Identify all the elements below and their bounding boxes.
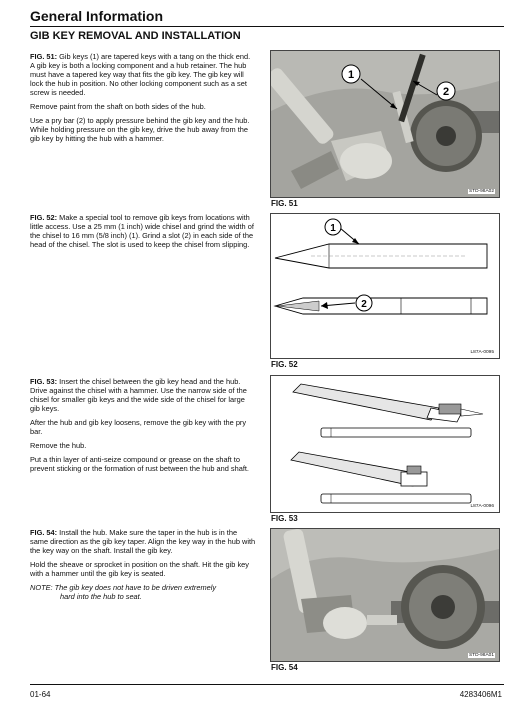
fig51-paragraph-1: FIG. 51: Gib keys (1) are tapered keys with a tang on the thick end. A gib key is both a locking component and a hub retainer. The hub must have a tapered key way that fits the gib key. The gib key will lock the hub in position. No other locking component such as a set screw is needed. (30, 52, 251, 97)
fig52-text-label: FIG. 52: (30, 213, 58, 222)
fig51-text-block (30, 52, 256, 148)
fig51-text-label: FIG. 51: (30, 52, 58, 61)
fig51-code: STD-98A02 (468, 189, 494, 194)
fig54-paragraph-1: FIG. 54: Install the hub. Make sure the taper in the hub is in the same direction as the gib key taper. Align the key way in the hub with the key way on the shaft. Install the gib key. (30, 528, 256, 555)
fig51-photo (270, 50, 500, 198)
fig54-code: STD-98A01 (468, 653, 494, 658)
fig52-text-block (30, 213, 256, 254)
fig51-caption: FIG. 51 (271, 199, 298, 208)
fig54-caption: FIG. 54 (271, 663, 298, 672)
fig51-paragraph-2: Remove paint from the shaft on both sides of the hub. (30, 102, 206, 111)
fig53-illustration (271, 376, 499, 512)
fig52-drawing (270, 213, 500, 359)
fig51-callout-1: 1 (347, 69, 355, 81)
fig53-text-label: FIG. 53: (30, 377, 58, 386)
fig52-callout-1: 1 (330, 223, 336, 234)
note-label: NOTE: (30, 583, 53, 592)
fig53-paragraph-1: FIG. 53: Insert the chisel between the gib key head and the hub. Drive against the chisel with a hammer. Use the narrow side of the chisel for smaller gib keys and the wide side of the chisel for large gib keys. (30, 377, 247, 413)
fig52-caption: FIG. 52 (271, 360, 298, 369)
fig52-paragraph-1: FIG. 52: Make a special tool to remove gib keys from locations with little access. Use a 25 mm (1 inch) wide chisel and grind the width of the chisel to 16 mm (5/8 inch) (1). Grind a slot (2) in each side of the head of the chisel. The slot is used to keep the chisel from slipping. (30, 213, 254, 249)
footer-page-number: 01-64 (30, 690, 51, 699)
fig54-text-block (30, 528, 256, 606)
fig52-callout-2: 2 (361, 299, 367, 310)
section-title: GIB KEY REMOVAL AND INSTALLATION (30, 30, 241, 42)
fig54-paragraph-2: Hold the sheave or sprocket in position on the shaft. Hit the gib key with a hammer until the gib key is seated. (30, 560, 249, 578)
fig54-note: NOTE: The gib key does not have to be driven extremely hard into the hub to seat. (30, 583, 217, 601)
fig52-illustration (271, 214, 499, 358)
fig52-code: L87A-0095 (470, 350, 494, 355)
fig53-paragraph-2: After the hub and gib key loosens, remove the gib key with the pry bar. (30, 418, 247, 436)
fig51-callout-2: 2 (442, 86, 450, 98)
fig54-text-label: FIG. 54: (30, 528, 58, 537)
header-rule (30, 26, 504, 27)
fig53-caption: FIG. 53 (271, 514, 298, 523)
fig53-text-block (30, 377, 256, 478)
footer-doc-number: 4283406M1 (459, 690, 502, 699)
fig53-drawing (270, 375, 500, 513)
page-header-title: General Information (30, 8, 164, 24)
fig53-paragraph-4: Put a thin layer of anti-seize compound or grease on the shaft to prevent sticking or the formation of rust between the hub and shaft. (30, 455, 249, 473)
fig54-illustration (271, 529, 499, 661)
fig54-photo (270, 528, 500, 662)
fig53-code: L87A-0096 (470, 504, 494, 509)
fig51-paragraph-3: Use a pry bar (2) to apply pressure behind the gib key and the hub. While holding pressure on the gib key, drive the hub away from the gib key by hitting the hub with a hammer. (30, 116, 250, 143)
footer-rule (30, 684, 504, 685)
fig51-callouts (271, 51, 499, 197)
fig53-paragraph-3: Remove the hub. (30, 441, 87, 450)
